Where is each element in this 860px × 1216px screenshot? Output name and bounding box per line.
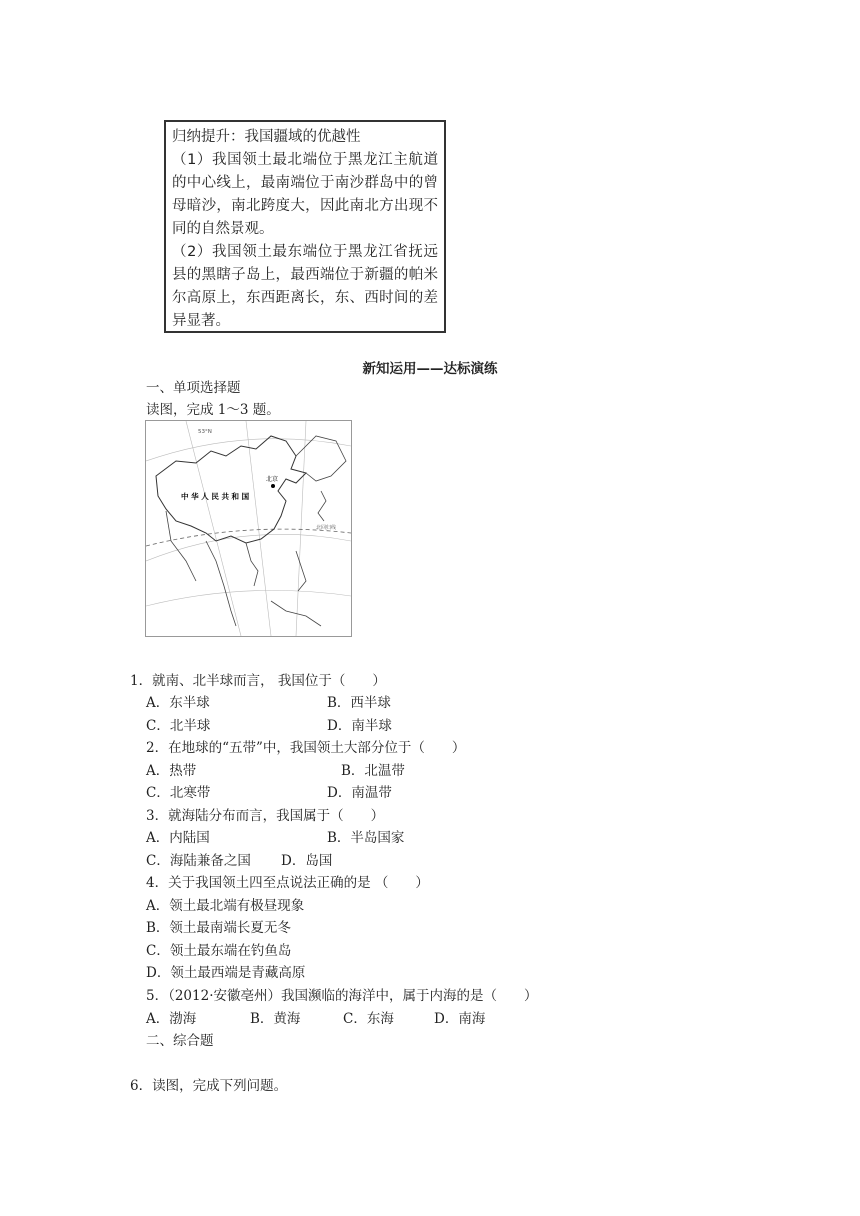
latitude-label: 53°N bbox=[198, 429, 212, 435]
beijing-label: 北京 bbox=[266, 476, 279, 483]
q5-option-d: D．南海 bbox=[434, 1011, 486, 1027]
summary-box bbox=[164, 120, 446, 333]
indochina-outline bbox=[206, 541, 236, 626]
coast-south bbox=[246, 543, 258, 586]
q5-stem: 5．（2012·安徽亳州）我国濒临的海洋中，属于内海的是（ ） bbox=[146, 988, 538, 1004]
section-title bbox=[0, 357, 860, 377]
q3-option-c: C．海陆兼备之国 bbox=[146, 853, 251, 869]
q1-option-c: C．北半球 bbox=[146, 718, 211, 734]
q2-stem: 2．在地球的“五带”中，我国领土大部分位于（ ） bbox=[146, 740, 466, 756]
q1-option-a: A．东半球 bbox=[146, 695, 210, 711]
map-svg bbox=[146, 421, 351, 636]
q5-option-b: B．黄海 bbox=[250, 1011, 301, 1027]
q2-option-b: B．北温带 bbox=[341, 763, 405, 779]
philippines-outline bbox=[296, 551, 306, 591]
part1-heading: 一、单项选择题 bbox=[146, 380, 241, 396]
country-label: 中 华 人 民 共 和 国 bbox=[181, 492, 250, 501]
q1-option-b: B．西半球 bbox=[327, 695, 391, 711]
summary-para-2: （2）我国领土最东端位于黑龙江省抚远县的黑瞎子岛上，最西端位于新疆的帕米尔高原上，东西距离长，东、西时间的差异显著。 bbox=[172, 244, 438, 329]
q2-option-a: A．热带 bbox=[146, 763, 197, 779]
part2-heading: 二、综合题 bbox=[146, 1033, 214, 1049]
q3-stem: 3．就海陆分布而言，我国属于（ ） bbox=[146, 808, 385, 824]
q2-option-c: C．北寒带 bbox=[146, 785, 211, 801]
q4-option-b: B．领土最南端长夏无冬 bbox=[146, 920, 291, 936]
summary-heading: 归纳提升：我国疆域的优越性 bbox=[172, 129, 361, 145]
q1-stem: 1．就南、北半球而言， 我国位于（ ） bbox=[130, 673, 386, 689]
q4-option-d: D．领土最西端是青藏高原 bbox=[146, 965, 306, 981]
q6-stem: 6．读图，完成下列问题。 bbox=[130, 1078, 288, 1094]
instruction: 读图，完成 1～3 题。 bbox=[146, 402, 280, 418]
q1-option-d: D．南半球 bbox=[327, 718, 392, 734]
summary-para-1: （1）我国领土最北端位于黑龙江主航道的中心线上，最南端位于南沙群岛中的曾母暗沙，南北跨度大，因此南北方出现不同的自然景观。 bbox=[172, 152, 438, 237]
q4-option-c: C．领土最东端在钓鱼岛 bbox=[146, 943, 292, 959]
china-outline bbox=[156, 436, 306, 543]
q3-option-b: B．半岛国家 bbox=[327, 830, 405, 846]
beijing-marker bbox=[271, 484, 275, 488]
q4-stem: 4．关于我国领土四至点说法正确的是 （ ） bbox=[146, 875, 429, 891]
q5-option-c: C．东海 bbox=[343, 1011, 394, 1027]
borneo-outline bbox=[271, 601, 321, 626]
q2-option-d: D．南温带 bbox=[327, 785, 392, 801]
tropic-line bbox=[146, 529, 351, 546]
tropic-label: 北回归线 bbox=[316, 525, 337, 531]
q3-option-a: A．内陆国 bbox=[146, 830, 210, 846]
q5-option-a: A．渤海 bbox=[146, 1011, 197, 1027]
q4-option-a: A．领土最北端有极昼现象 bbox=[146, 898, 305, 914]
section-title-text: 新知运用——达标演练 bbox=[362, 361, 498, 377]
china-map-figure bbox=[145, 420, 352, 637]
japan-outline bbox=[318, 491, 326, 521]
q3-option-d: D．岛国 bbox=[281, 853, 333, 869]
